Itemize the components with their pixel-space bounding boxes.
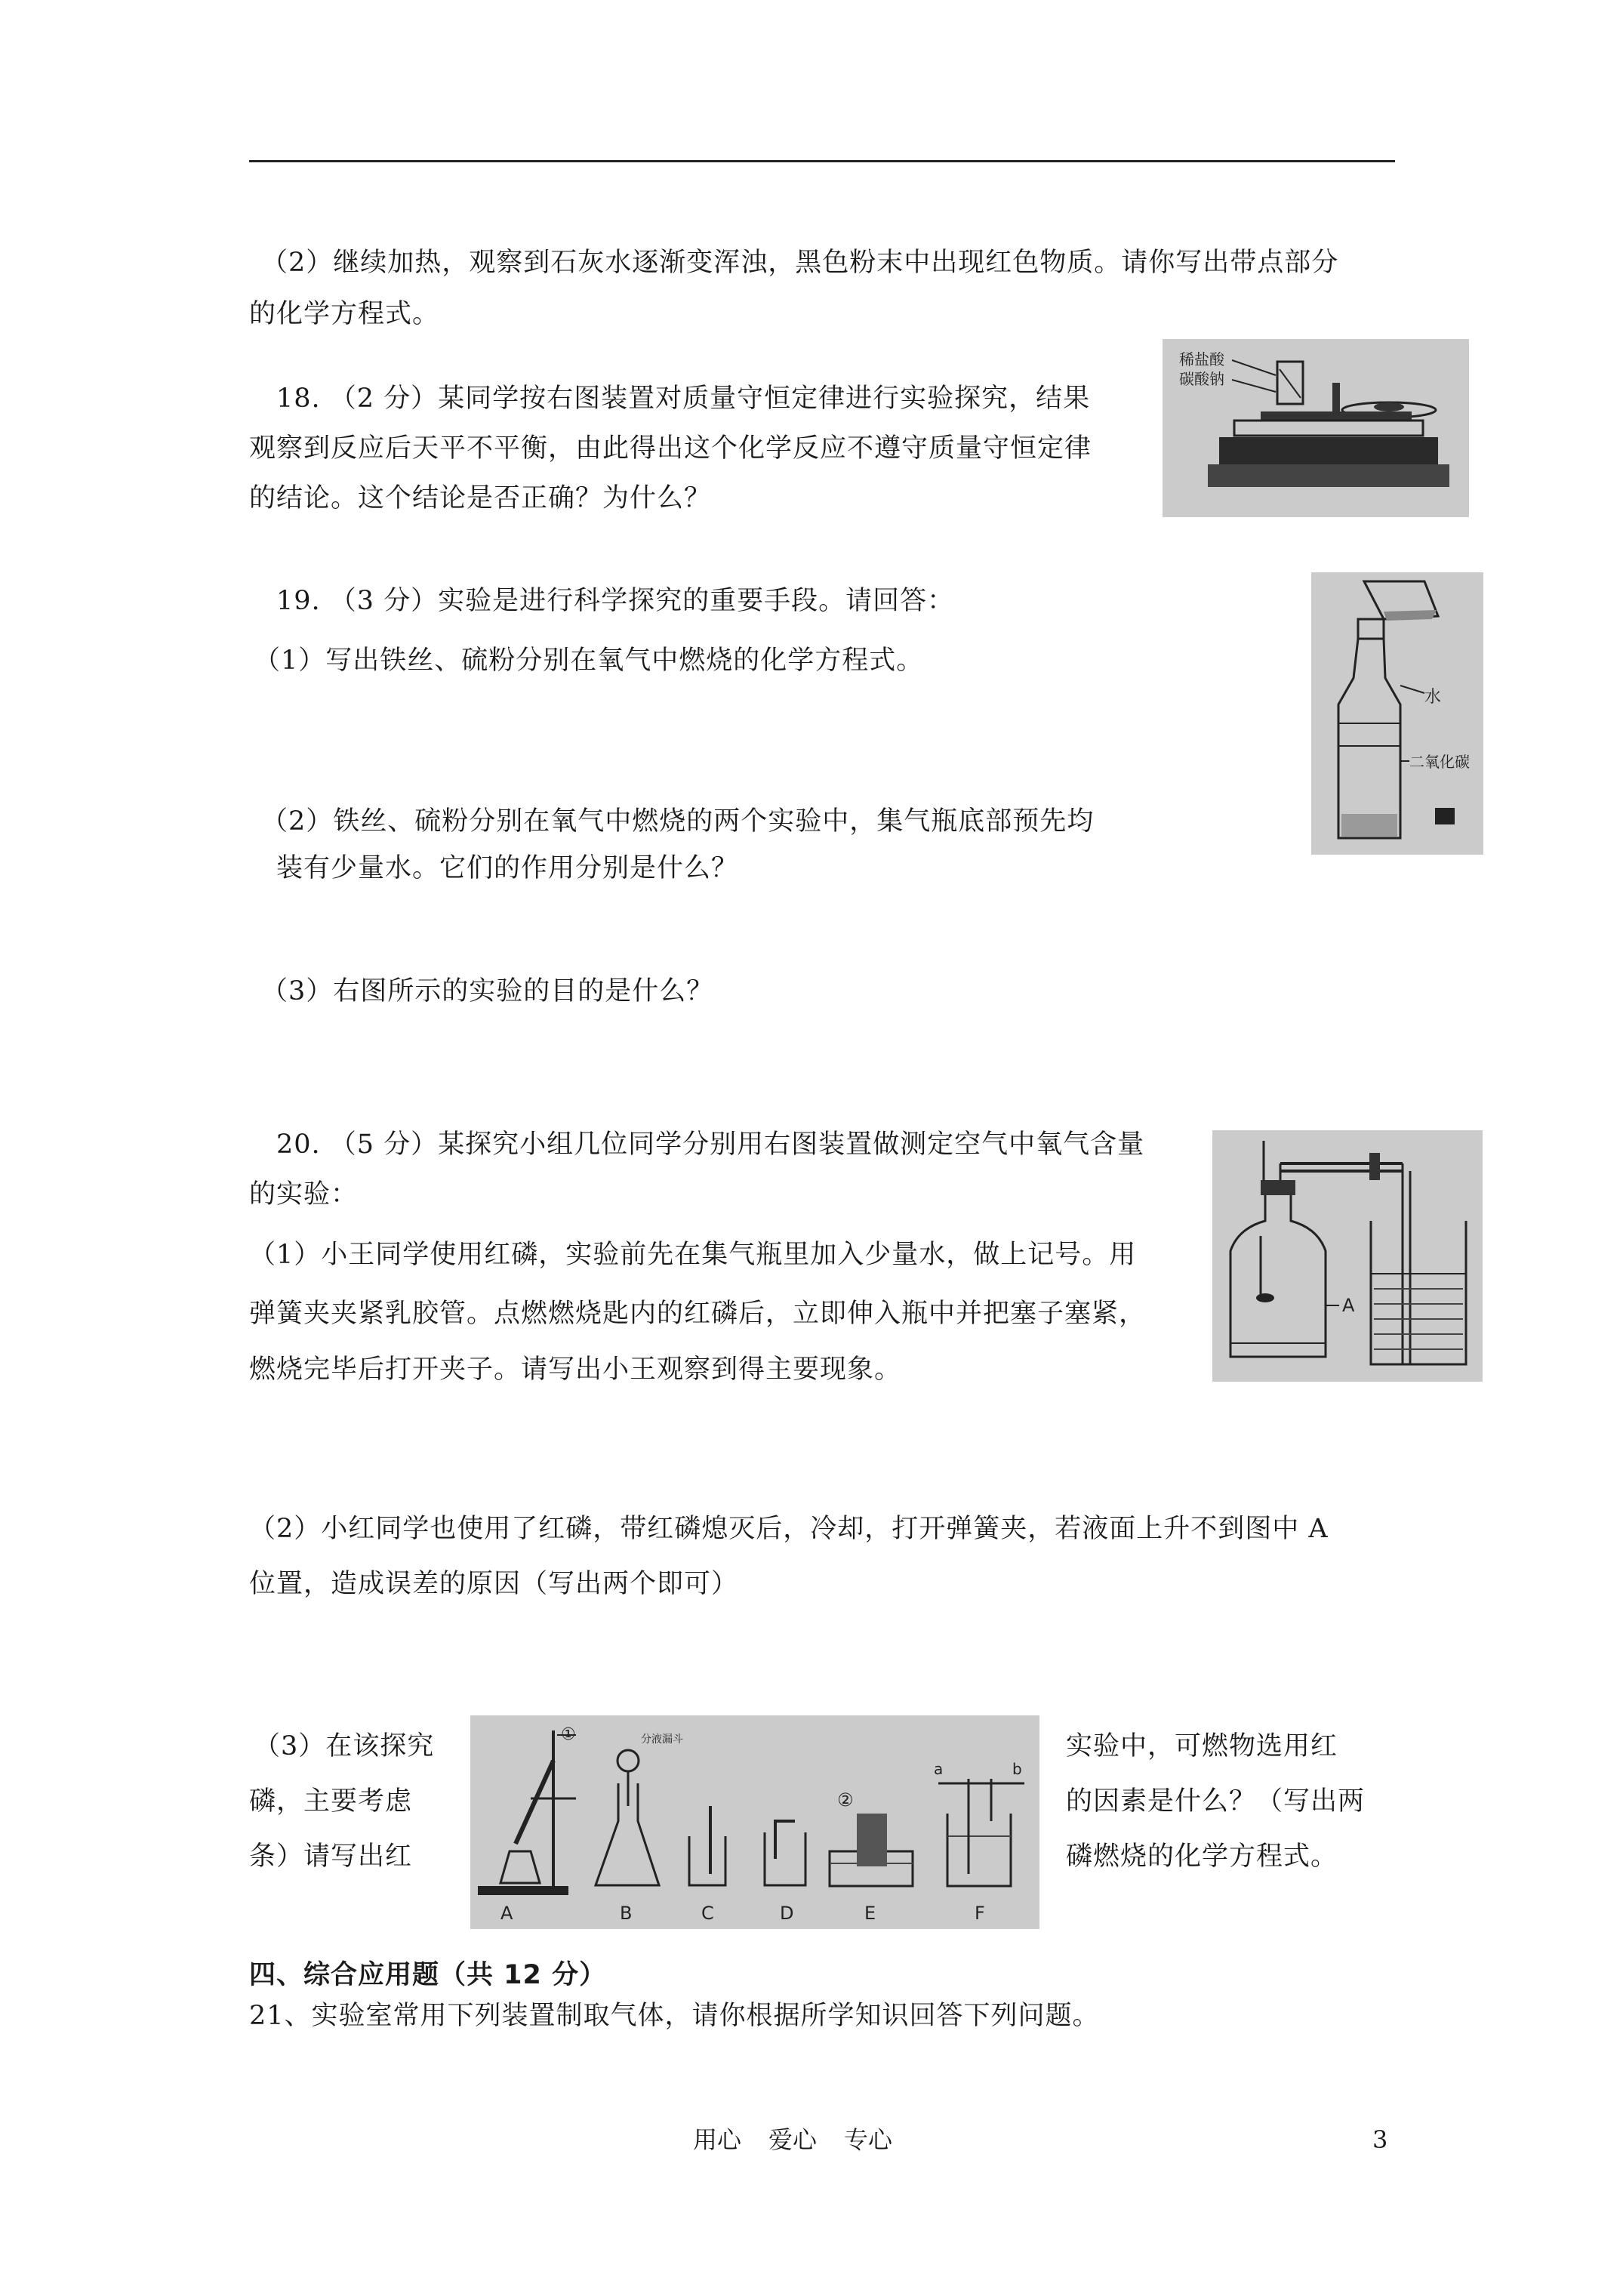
q20-part3-right-3: 磷燃烧的化学方程式。 [1066, 1841, 1338, 1872]
q20-part3-right-2: 的因素是什么？（写出两 [1066, 1786, 1366, 1817]
apparatus-mark-1: ① [561, 1725, 576, 1744]
q18-line3: 的结论。这个结论是否正确？为什么？ [249, 483, 712, 513]
q20-part3-left-3: 条）请写出红 [249, 1841, 413, 1872]
q18-line2: 观察到反应后天平不平衡，由此得出这个化学反应不遵守质量守恒定律 [249, 433, 1092, 464]
balance-figure [1163, 339, 1469, 517]
footer-item-1: 用心 [693, 2125, 742, 2154]
header-rule [249, 160, 1395, 162]
bottle-mark-a: A [1342, 1295, 1355, 1316]
apparatus-label-c: C [701, 1903, 714, 1924]
footer-item-2: 爱心 [768, 2125, 818, 2154]
apparatus-label-b: B [620, 1903, 633, 1924]
apparatus-label-e: E [864, 1903, 876, 1924]
q20-part1-line2: 弹簧夹夹紧乳胶管。点燃燃烧匙内的红磷后，立即伸入瓶中并把塞子塞紧， [249, 1299, 1147, 1329]
section4-heading: 四、综合应用题（共 12 分） [249, 1960, 607, 1990]
q17-part2-line2: 的化学方程式。 [249, 299, 440, 329]
q20-line2: 的实验： [249, 1179, 359, 1210]
q17-part2-line1: （2）继续加热，观察到石灰水逐渐变浑浊，黑色粉末中出现红色物质。请你写出带点部分 [261, 248, 1339, 278]
q20-part2-line1: （2）小红同学也使用了红磷，带红磷熄灭后，冷却，打开弹簧夹，若液面上升不到图中 A [249, 1514, 1329, 1544]
apparatus-label-f: F [975, 1903, 985, 1924]
q19-line1: 19. （3 分）实验是进行科学探究的重要手段。请回答： [276, 586, 955, 616]
balance-label-carbonate: 碳酸钠 [1179, 370, 1224, 388]
apparatus-label-d: D [780, 1903, 794, 1924]
balance-label-acid: 稀盐酸 [1179, 350, 1224, 368]
apparatus-mark-a: a [934, 1760, 944, 1778]
oxygen-content-figure [1212, 1130, 1483, 1382]
q19-part2-line1: （2）铁丝、硫粉分别在氧气中燃烧的两个实验中，集气瓶底部预先均 [261, 806, 1095, 837]
q21-line: 21、实验室常用下列装置制取气体，请你根据所学知识回答下列问题。 [249, 2001, 1100, 2031]
q19-part3: （3）右图所示的实验的目的是什么？ [261, 976, 714, 1006]
gas-apparatus-figure [470, 1715, 1039, 1929]
footer-item-3: 专心 [844, 2125, 893, 2154]
co2-bottle-figure [1311, 572, 1483, 855]
q20-part1-line1: （1）小王同学使用红磷，实验前先在集气瓶里加入少量水，做上记号。用 [249, 1240, 1137, 1270]
q20-part1-line3: 燃烧完毕后打开夹子。请写出小王观察到得主要现象。 [249, 1354, 902, 1385]
apparatus-funnel-label: 分液漏斗 [641, 1734, 683, 1746]
q20-part3-right-1: 实验中，可燃物选用红 [1066, 1731, 1338, 1761]
apparatus-label-a: A [500, 1903, 513, 1924]
bottle-label-water: 水 [1424, 688, 1442, 707]
page-number: 3 [1372, 2125, 1388, 2154]
apparatus-mark-2: ② [837, 1789, 854, 1811]
q20-line1: 20. （5 分）某探究小组几位同学分别用右图装置做测定空气中氧气含量 [276, 1130, 1145, 1160]
q19-part1: （1）写出铁丝、硫粉分别在氧气中燃烧的化学方程式。 [254, 646, 924, 676]
bottle-label-co2: 二氧化碳 [1409, 753, 1470, 771]
q18-line1: 18. （2 分）某同学按右图装置对质量守恒定律进行实验探究，结果 [276, 384, 1091, 414]
q20-part3-left-2: 磷，主要考虑 [249, 1786, 413, 1817]
q20-part3-left-1: （3）在该探究 [254, 1731, 435, 1761]
apparatus-mark-b: b [1012, 1760, 1022, 1778]
q20-part2-line2: 位置，造成误差的原因（写出两个即可） [249, 1569, 739, 1599]
q19-part2-line2: 装有少量水。它们的作用分别是什么？ [276, 853, 739, 883]
